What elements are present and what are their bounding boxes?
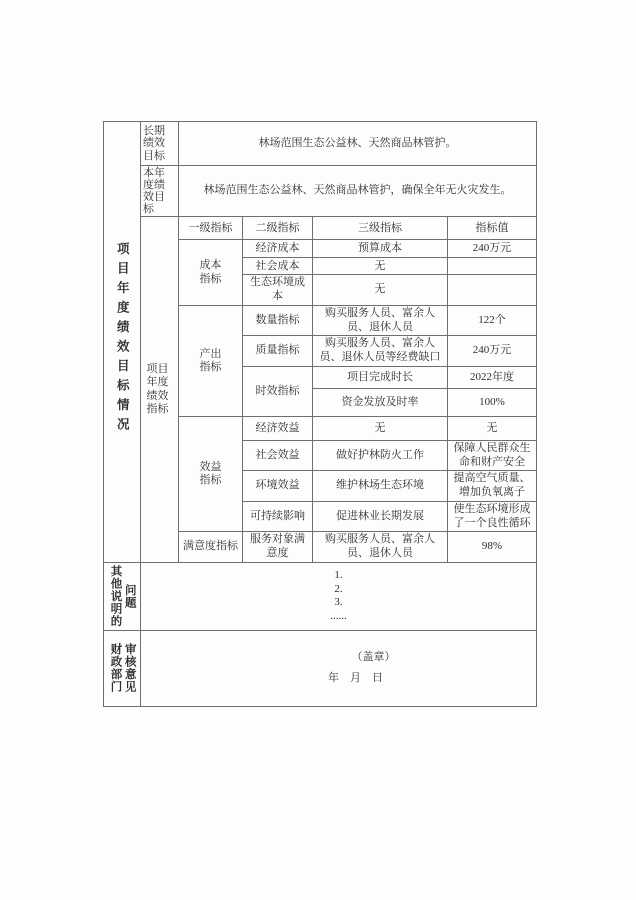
cost-social-l3: 无 <box>313 258 448 275</box>
cost-eco-value <box>448 275 537 306</box>
cell-time-group: 时效指标 <box>243 366 313 416</box>
indicators-label: 项目年度绩效指标 <box>146 363 169 415</box>
cell-annual-label <box>141 166 179 217</box>
row-indicator-headers <box>104 217 537 240</box>
other-notes-label-col2: 问题 <box>123 583 136 609</box>
benefit-sustain-value: 使生态环境形成了一个良性循环 <box>448 501 537 532</box>
output-quality-l3: 购买服务人员、富余人员、退休人员等经费缺口 <box>313 336 448 367</box>
row-annual-goal <box>104 166 537 217</box>
output-quantity-l3: 购买服务人员、富余人员、退休人员 <box>313 305 448 336</box>
header-level1: 一级指标 <box>179 217 243 240</box>
benefit-env-value: 提高空气质量、增加负氧离子 <box>448 471 537 502</box>
note-line: 1. <box>334 568 343 581</box>
finance-review-label-col2: 审核意见 <box>123 643 136 694</box>
time-payment-l3: 资金发放及时率 <box>313 388 448 416</box>
seal-placeholder: （盖章） <box>351 650 396 663</box>
benefit-env-l3: 维护林场生态环境 <box>313 471 448 502</box>
output-quality-l2: 质量指标 <box>243 336 313 367</box>
output-quality-value: 240万元 <box>448 336 537 367</box>
cell-long-term-label <box>141 122 179 166</box>
long-term-goal-content: 林场范围生态公益林、天然商品林管护。 <box>179 122 537 166</box>
finance-review-label <box>106 643 138 693</box>
cost-econ-l2: 经济成本 <box>243 240 313 258</box>
cost-social-l2: 社会成本 <box>243 258 313 275</box>
benefit-social-l2: 社会效益 <box>243 440 313 471</box>
benefit-social-l3: 做好护林防火工作 <box>313 440 448 471</box>
time-duration-l3: 项目完成时长 <box>313 366 448 388</box>
output-group-label: 产出指标 <box>199 347 222 373</box>
note-line: 3. <box>334 596 343 609</box>
cell-cost-group <box>179 240 243 306</box>
cell-benefit-group <box>179 416 243 532</box>
header-value: 指标值 <box>448 217 537 240</box>
row-other-notes <box>104 562 537 630</box>
row-finance-review <box>104 630 537 706</box>
satisfaction-value: 98% <box>448 532 537 563</box>
benefit-sustain-l2: 可持续影响 <box>243 501 313 532</box>
output-quantity-l2: 数量指标 <box>243 305 313 336</box>
cost-econ-value: 240万元 <box>448 240 537 258</box>
time-duration-value: 2022年度 <box>448 366 537 388</box>
cell-output-group <box>179 305 243 416</box>
satisfaction-l3: 购买服务人员、富余人员、退休人员 <box>313 532 448 563</box>
header-level3: 三级指标 <box>313 217 448 240</box>
finance-review-label-col1: 财政部门 <box>109 643 122 694</box>
performance-target-table <box>103 121 537 707</box>
cost-eco-l3: 无 <box>313 275 448 306</box>
annual-goal-content: 林场范围生态公益林、天然商品林管护，确保全年无火灾发生。 <box>179 166 537 217</box>
note-line: 2. <box>334 582 343 595</box>
long-term-goal-label: 长期绩效目标 <box>143 125 165 162</box>
other-notes-content <box>141 562 537 630</box>
time-payment-value: 100% <box>448 388 537 416</box>
benefit-env-l2: 环境效益 <box>243 471 313 502</box>
cost-group-label: 成本指标 <box>199 259 222 285</box>
cell-section-label <box>104 122 141 563</box>
other-notes-label-col1: 其他说明的 <box>109 565 122 628</box>
header-level2: 二级指标 <box>243 217 313 240</box>
cost-econ-l3: 预算成本 <box>313 240 448 258</box>
benefit-econ-l2: 经济效益 <box>243 416 313 440</box>
annual-goal-label: 本年度绩效目标 <box>143 167 165 216</box>
benefit-social-value: 保障人民群众生命和财产安全 <box>448 440 537 471</box>
row-long-term-goal <box>104 122 537 166</box>
cost-social-value <box>448 258 537 275</box>
section-label: 项目年度绩效目标情况 <box>115 242 130 438</box>
benefit-group-label: 效益指标 <box>199 460 222 487</box>
benefit-econ-l3: 无 <box>313 416 448 440</box>
note-line: ...... <box>330 610 347 623</box>
other-notes-label <box>106 565 138 628</box>
date-placeholder: 年 月 日 <box>328 672 383 685</box>
benefit-sustain-l3: 促进林业长期发展 <box>313 501 448 532</box>
cell-indicators-label <box>141 217 179 563</box>
satisfaction-l2: 服务对象满意度 <box>243 532 313 563</box>
output-quantity-value: 122个 <box>448 305 537 336</box>
cost-eco-l2: 生态环境成本 <box>243 275 313 306</box>
finance-review-content <box>141 630 537 706</box>
benefit-econ-value: 无 <box>448 416 537 440</box>
cell-finance-review-label <box>104 630 141 706</box>
cell-other-notes-label <box>104 562 141 630</box>
satisfaction-group-label: 满意度指标 <box>179 532 243 563</box>
performance-target-sheet <box>103 121 537 707</box>
